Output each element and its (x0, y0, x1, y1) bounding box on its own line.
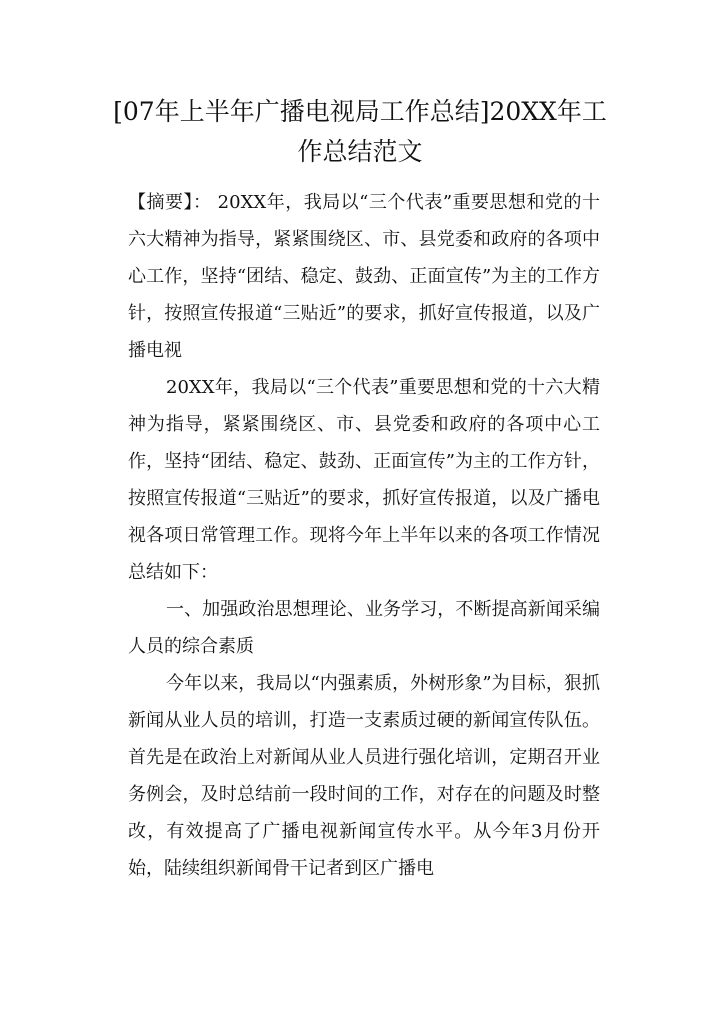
document-title: [07年上半年广播电视局工作总结]20XX年工作总结范文 (113, 97, 607, 166)
paragraph-intro: 20XX年，我局以“三个代表”重要思想和党的十六大精神为指导，紧紧围绕区、市、县党委和政府的各项中心工作，坚持“团结、稳定、鼓劲、正面宣传”为主的工作方针，按照宣传报道“三贴近”的要求，抓好宣传报道，以及广播电视各项日常管理工作。现将今年上半年以来的各项工作情况总结如下： (128, 377, 600, 583)
abstract-text: 20XX年，我局以“三个代表”重要思想和党的十六大精神为指导，紧紧围绕区、市、县党委和政府的各项中心工作，坚持“团结、稳定、鼓劲、正面宣传”为主的工作方针，按照宣传报道“三贴近”的要求，抓好宣传报道，以及广播电视 (128, 192, 600, 361)
paragraph-section-1: 今年以来，我局以“内强素质，外树形象”为目标，狠抓新闻从业人员的培训，打造一支素质过硬的新闻宣传队伍。首先是在政治上对新闻从业人员进行强化培训，定期召开业务例会，及时总结前一段时间的工作，对存在的问题及时整改，有效提高了广播电视新闻宣传水平。从今年3月份开始，陆续组织新闻骨干记者到区广播电 (128, 673, 600, 879)
section-heading-1: 一、加强政治思想理论、业务学习，不断提高新闻采编人员的综合素质 (128, 599, 600, 657)
abstract-label: 【摘要】： (128, 192, 212, 213)
document-body (128, 184, 600, 887)
abstract-paragraph (128, 184, 600, 369)
